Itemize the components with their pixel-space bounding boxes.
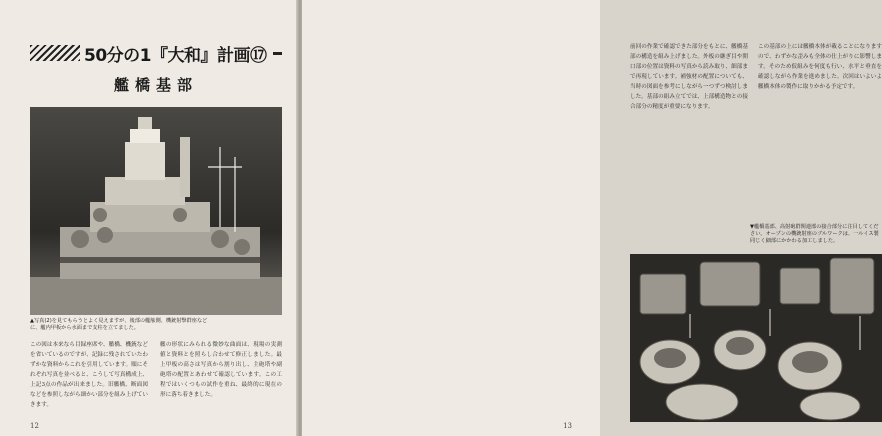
- closeup-photo-illustration: [630, 254, 882, 422]
- bridge-base-closeup-photo: [630, 254, 882, 422]
- right-text-column-2: [758, 42, 882, 220]
- article-title-bar: [30, 42, 282, 64]
- battleship-model-photo: [30, 107, 282, 315]
- right-paragraph-2: この基部の上には艦橋本体が載ることになりますので、わずかな歪みも全体の仕上がりに影響します。そのため仮組みを何度も行い、水平と垂直を確認しながら作業を進めました。次回はいよいよ艦橋本体の製作に取りかかる予定です。: [758, 44, 882, 90]
- right-text-column-1: [630, 42, 748, 250]
- left-page-number: 12: [30, 422, 39, 430]
- title-rule: [273, 52, 283, 55]
- model-photo-illustration: [30, 107, 282, 315]
- left-photo-caption: ▲写真(2)を見てもらうとよく見えますが、後部の艦舷側、機銃射撃群座などに、艦内甲板から水面まで支柱を立てました。: [30, 318, 208, 331]
- right-photo-caption: ▼艦橋基部、高射砲群関連部の接合部分に注目してください。オープンの機銃射座のブルワークは、一ルイス製同じく細部にかかわる加工しました。: [750, 224, 879, 244]
- right-paragraph-1: 前回の作業で確認できた部分をもとに、艦橋基部の構造を組み上げました。外板の継ぎ目や開口部の位置は資料の写真から読み取り、細部まで再現しています。補強材の配置についても、当時の図面を参考にしながら一つずつ検討しました。基部の組み立てでは、上部構造物との接合部分の精度が重要になります。: [630, 44, 748, 110]
- left-text-column-1: [30, 340, 148, 420]
- article-title: 50分の1『大和』計画⑰: [84, 45, 267, 66]
- left-paragraph-2: 艦の形状にみられる微妙な曲面は、現場の実測値と資料とを照らし合わせて修正しました。最上甲板の高さは写真から割り出し、主砲塔や副砲塔の配置とあわせて確認しています。この工程ではいくつもの試作を重ね、最終的に現在の形に落ち着きました。: [160, 342, 282, 398]
- article-subtitle: 艦橋基部: [113, 76, 198, 94]
- left-text-column-2: [160, 340, 282, 420]
- hatch-ornament: [30, 45, 80, 61]
- right-page-number: 13: [563, 422, 572, 430]
- right-page: [302, 0, 882, 436]
- left-paragraph-1: この図は本来なら目録座席や、艦橋、機銃などを省いているのですが、記録に残されていたわずかな資料からこれを引用しています。順にそれぞれ写真を並べると、こうして写真構成上、上記3点の作品が出来ました。旧艦橋、断面図などを参照しながら細かい部分を組み上げていきます。: [30, 342, 148, 408]
- left-page: [0, 0, 298, 436]
